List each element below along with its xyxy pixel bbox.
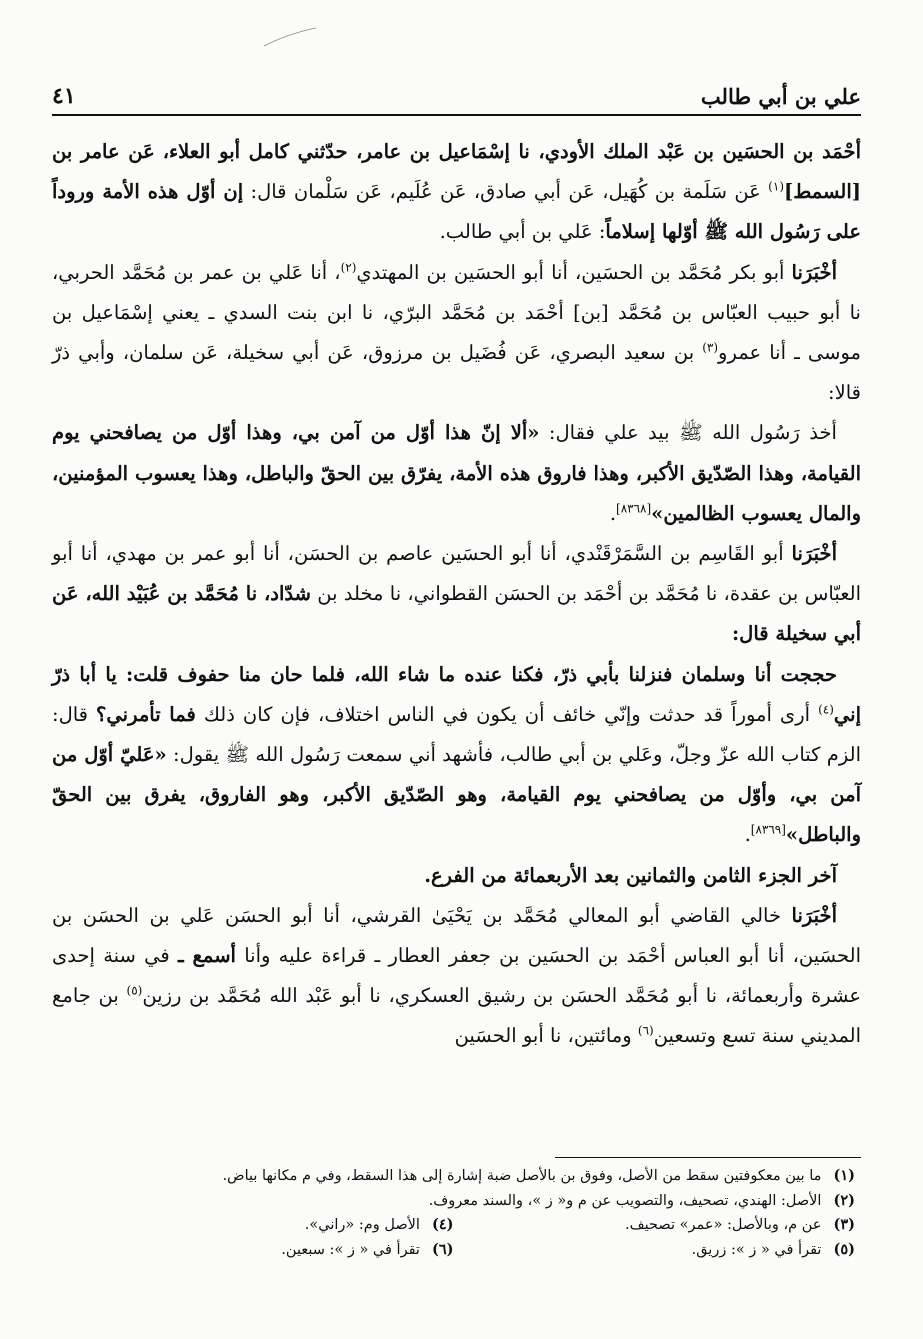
footnote-text: الأصل وم: «راني». [304,1217,420,1233]
text-run: خالي القاضي أبو المعالي مُحَمَّد بن يَحْيَىٰ القرشي، أنا أبو الحسَن عَلي بن الحسَن بن الحسَين، أنا أبو العباس أحْمَد بن الحسَين بن جعفر العطار ـ قراءة عليه وأنا [52,903,861,968]
header-rule [52,114,861,116]
footnote-ref-1: (١) [768,179,784,194]
footnote-number: (٥) [833,1240,855,1258]
footnote-ref-2: (٢) [340,260,357,275]
text-run: أنا أبو العبّاس بن عقدة، نا مُحَمَّد بن أحْمَد بن الحسَن القطواني، نا مخلد بن [52,542,861,606]
akhbarana-keyword: أخْبَرَنا [791,903,837,927]
footnote-text: تقرأ في « ز »: زريق. [691,1241,822,1258]
text-run: قال: الزم كتاب الله عزّ وجلّ، وعَلي بن أبي طالب، فأشهد أني سمعت رَسُول الله ﷺ يقول: [52,702,861,767]
footnote-text: عن م، وبالأصل: «عمر» تصحيف. [625,1217,822,1233]
akhbarana-keyword: أخْبَرَنا [791,260,838,284]
footnote-ref-4: (٤) [818,702,834,717]
paragraph-6 [52,856,861,896]
footnote-3 [454,1213,856,1238]
footnote-ref-5: (٥) [126,983,143,998]
footnote-6 [52,1238,454,1263]
hadith-quote: «عَليّ أوّل من آمن بي، وأوّل من يصافحني يوم القيامة، وهو الصّدّيق الأكبر، وهو الفاروق، يفرق بين الحقّ والباطل» [52,743,861,847]
footnote-row [52,1213,855,1238]
paragraph-2 [52,253,861,414]
footnotes [52,1164,855,1262]
text-run: حججت أنا وسلمان فنزلنا بأبي ذرّ، فكنا عنده ما شاء الله، فلما حان منا حفوف قلت: يا [96,662,837,686]
text-run: فما تأمرني؟ [96,702,196,726]
footnote-4 [52,1213,454,1238]
text-run: أسمع ـ [178,944,236,968]
section-end-note: آخر الجزء الثامن والثمانين بعد الأربعمائة من الفرع. [424,863,837,887]
paragraph-7 [52,896,861,1057]
footnote-number: (٤) [431,1216,454,1233]
footnote-number: (٦) [431,1240,454,1258]
pencil-mark [262,26,318,48]
footnote-5 [454,1238,856,1263]
footnote-text: ما بين معكوفتين سقط من الأصل، وفوق بن بالأصل ضبة إشارة إلى هذا السقط، وفي م مكانها بياض. [222,1168,822,1184]
text-run: عَن عامر بن [السمط] [52,140,861,204]
text-run: أبو القَاسِم بن السَّمَرْقَنْدي، أنا أبو الحسَين عاصم بن الحسَن، أنا أبو عمر بن مهدي، [97,542,784,566]
footnote-number: (١) [833,1167,855,1184]
page-number: ٤١ [52,83,76,109]
footnote-2 [52,1189,855,1214]
footnote-row [52,1238,855,1263]
text-run: بن جامع المديني سنة تسع وتسعين [52,984,861,1048]
paragraph-5: حججت أنا وسلمان فنزلنا بأبي ذرّ، فكنا عنده ما شاء الله، فلما حان منا حفوف قلت: يا أبا ذرّ إني$^{(٤)}$ أرى أموراً قد حدثت وإنّي خائف أن يكون في الناس اختلاف، فإن كان ذلك فما تأمرني؟ قال: الزم كتاب الله عزّ وجلّ، وعَلي بن أبي طالب، فأشهد أني سمعت رَسُول الله ﷺ يقول: «عَليّ أوّل من آمن بي، وأوّل من يصافحني يوم القيامة، وهو الصّدّيق الأكبر، وهو الفاروق، يفرق بين الحقّ والباطل»[٨٣٦٩]. [52,662,862,847]
text-run: بن سعيد البصري، عَن فُضَيل بن مرزوق، عَن أبي سخيلة، عَن سلمان، وأبي ذرّ قالا: [52,341,861,405]
footnote-text: الأصل: الهندي، تصحيف، والتصويب عن م و« ز »، والسند معروف. [428,1192,822,1209]
text-run: عَن سَلَمة بن كُهَيل، عَن أبي صادق، عَن عُلَيم، عَن سَلْمان قال: [250,180,761,204]
footnote-1 [52,1164,855,1189]
footnote-text: تقرأ في « ز »: سبعين. [281,1241,420,1258]
paragraph-3: أخذ رَسُول الله ﷺ بيد علي فقال: «ألا إنّ هذا أوّل من آمن بي، وهذا أوّل من يصافحني يوم القيامة، وهذا الصّدّيق الأكبر، وهذا فاروق هذه الأمة، يفرّق بين الحقّ والباطل، وهذا يعسوب المؤمنين، والمال يعسوب الظالمين»[٨٣٦٨]. [52,421,861,525]
footnote-ref-3: (٣) [702,340,719,355]
text-run: أرى أموراً قد حدثت وإنّي خائف أن يكون في الناس اختلاف، فإن كان ذلك [195,702,811,726]
running-title: علي بن أبي طالب [700,84,861,109]
paragraph-1 [52,132,861,253]
text-run: : عَلي بن أبي طالب. [439,220,606,244]
footnote-rule [555,1157,861,1158]
footnote-number: (٣) [833,1216,855,1233]
text-run: في سنة إحدى عشرة وأربعمائة، نا أبو مُحَمَّد الحسَن بن رشيق العسكري، نا أبو عَبْد الله مُحَمَّد بن رزين [52,944,861,1008]
narrator-name: أحْمَد بن الحسَين بن عَبْد الملك الأودي، نا إسْمَاعيل بن عامر، حدّثني كامل أبو العلاء، [162,140,861,163]
text-run: شدّاد، نا مُحَمَّد بن عُبَيْد الله، عَن أبي سخيلة قال: [52,582,861,646]
hadith-number: [٨٣٦٩] [750,822,786,837]
hadith-number: [٨٣٦٨] [616,501,652,516]
text-run: أخذ رَسُول الله ﷺ بيد علي فقال: [539,421,837,445]
hadith-quote: «ألا إنّ هذا أوّل من آمن بي، وهذا أوّل من يصافحني يوم القيامة، وهذا الصّدّيق الأكبر، وهذا فاروق هذه الأمة، يفرّق بين الحقّ والباطل، وهذا يعسوب المؤمنين، والمال يعسوب الظالمين» [52,421,861,525]
body-text [52,132,861,1057]
text-run: أبا ذرّ إني [52,662,862,726]
paragraph-4 [52,534,861,655]
text-run: أبو بكر مُحَمَّد بن الحسَين، أنا أبو الحسَين بن المهتدي [356,260,785,284]
text-run: إن أوّل هذه الأمة وروداً على رَسُول الله ﷺ أوّلها إسلاماً [52,180,861,244]
footnote-number: (٢) [833,1191,855,1209]
text-run: ، أنا عَلي بن عمر بن مُحَمَّد الحربي، نا أبو حبيب العبّاس بن مُحَمَّد [بن] أحْمَد بن مُحَمَّد البرّي، نا ابن بنت السدي ـ يعني إسْمَاعيل بن موسى ـ أنا عمرو [52,260,861,365]
footnote-ref-6: (٦) [637,1023,654,1038]
akhbarana-keyword: أخْبَرَنا [791,542,837,566]
page-header [52,75,861,109]
text-run: ومائتين، نا أبو الحسَين [454,1024,632,1048]
